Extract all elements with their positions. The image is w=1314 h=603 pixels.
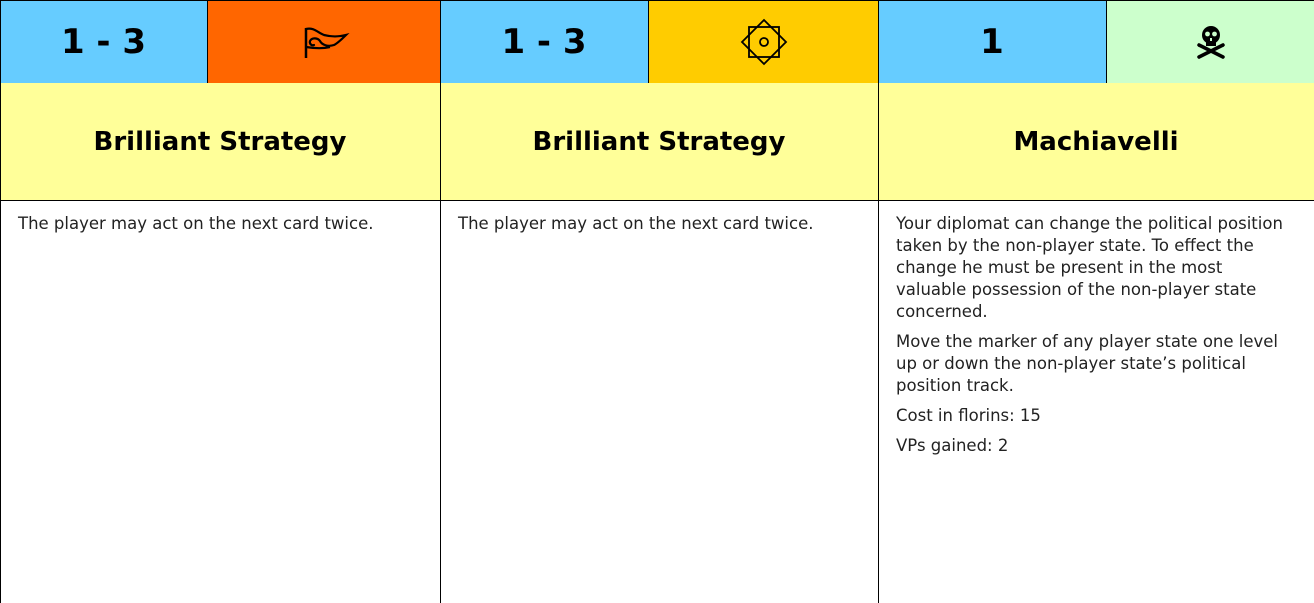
card-paragraph: The player may act on the next card twice. [18,214,374,233]
card-number: 1 - 3 [440,1,648,83]
card-brilliant-strategy-2 [440,0,878,603]
card-machiavelli [878,0,1314,603]
card-text [0,201,440,603]
card-title: Brilliant Strategy [0,83,440,201]
card-paragraph: VPs gained: 2 [896,436,1009,455]
sun-diamond-icon [739,17,789,67]
card-title: Machiavelli [878,83,1314,201]
card-symbol-cell [648,1,878,83]
card-title: Brilliant Strategy [440,83,878,201]
card-divider [878,0,879,603]
card-number: 1 - 3 [0,1,207,83]
card-paragraph: Move the marker of any player state one level up or down the non-player state’s political position track. [896,332,1278,395]
card-paragraph: The player may act on the next card twice. [458,214,814,233]
card-paragraph: Your diplomat can change the political position taken by the non-player state. To effect the change he must be present in the most valuable possession of the non-player state concerned. [896,214,1283,321]
card-text [440,201,878,603]
flag-icon [298,25,350,59]
card-header-band [0,0,440,83]
card-paragraph: Cost in florins: 15 [896,406,1041,425]
skull-crossbones-icon [1194,25,1228,59]
card-divider [0,0,1,603]
card-header-band [440,0,878,83]
card-divider [440,0,441,603]
card-header-band [878,0,1314,83]
card-symbol-cell [207,1,440,83]
card-symbol-cell [1106,1,1314,83]
card-brilliant-strategy-1 [0,0,440,603]
card-number: 1 [878,1,1106,83]
card-text [878,201,1314,603]
